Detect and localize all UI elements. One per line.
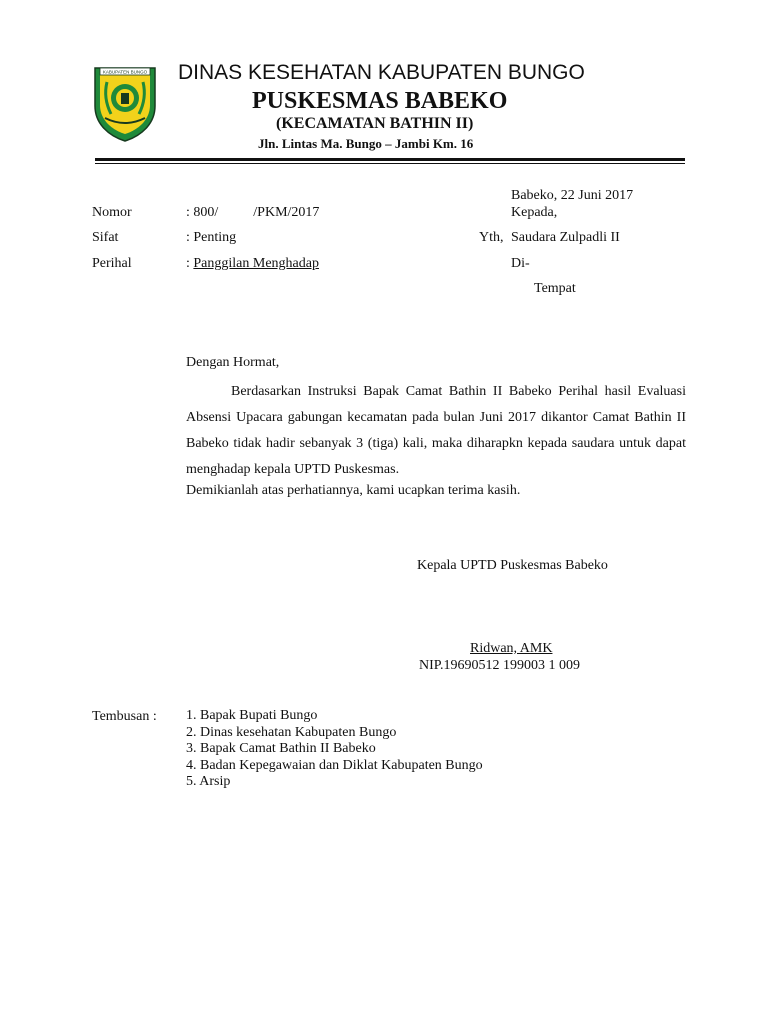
recipient-di: Di- — [511, 256, 530, 271]
letterhead-district: (KECAMATAN BATHIN II) — [276, 115, 474, 132]
sifat-label: Sifat — [92, 230, 119, 245]
signature-name: Ridwan, AMK — [470, 641, 553, 656]
perihal-field — [186, 255, 319, 273]
place-date: Babeko, 22 Juni 2017 — [511, 188, 634, 203]
perihal-value: Panggilan Menghadap — [193, 256, 319, 271]
tembusan-label: Tembusan : — [92, 709, 157, 724]
letterhead-divider-thick — [95, 158, 685, 161]
nomor-value: : 800/ /PKM/2017 — [186, 205, 320, 220]
tembusan-list — [186, 708, 483, 791]
perihal-label: Perihal — [92, 256, 132, 271]
recipient-kepada: Kepada, — [511, 205, 558, 220]
perihal-prefix: : — [186, 256, 194, 271]
letterhead-agency: DINAS KESEHATAN KABUPATEN BUNGO — [178, 61, 585, 84]
recipient-name: Saudara Zulpadli II — [511, 230, 620, 245]
logo-banner-text: KABUPATEN BUNGO — [102, 69, 148, 75]
sifat-value: : Penting — [186, 230, 237, 245]
list-item: 2. Dinas kesehatan Kabupaten Bungo — [186, 724, 397, 740]
list-item: 4. Badan Kepegawaian dan Diklat Kabupaten Bungo — [186, 757, 483, 773]
signature-title: Kepala UPTD Puskesmas Babeko — [417, 558, 608, 573]
list-item: 1. Bapak Bupati Bungo — [186, 708, 318, 723]
letterhead-divider-thin — [95, 163, 685, 164]
closing-sentence: Demikianlah atas perhatiannya, kami ucapkan terima kasih. — [186, 483, 521, 498]
list-item: 3. Bapak Camat Bathin II Babeko — [186, 741, 376, 756]
signature-nip: NIP.19690512 199003 1 009 — [419, 658, 581, 673]
recipient-yth: Yth, — [479, 230, 504, 245]
body-paragraph-text: Berdasarkan Instruksi Bapak Camat Bathin II Babeko Perihal hasil Evaluasi Absensi Upacara gabungan kecamatan pada bulan Juni 2017 dikantor Camat Bathin II Babeko tidak hadir sebanyak 3 (tiga) kali, maka diharapkn kepada saudara untuk dapat menghadap kepala UPTD Puskesmas. — [186, 384, 686, 477]
list-item: 5. Arsip — [186, 774, 231, 789]
body-paragraph — [186, 379, 686, 483]
salutation: Dengan Hormat, — [186, 355, 280, 370]
regency-emblem-logo — [91, 62, 159, 142]
letterhead-address: Jln. Lintas Ma. Bungo – Jambi Km. 16 — [258, 136, 474, 151]
nomor-label: Nomor — [92, 205, 132, 220]
letterhead-name: PUSKESMAS BABEKO — [252, 88, 508, 114]
recipient-tempat: Tempat — [534, 281, 576, 296]
